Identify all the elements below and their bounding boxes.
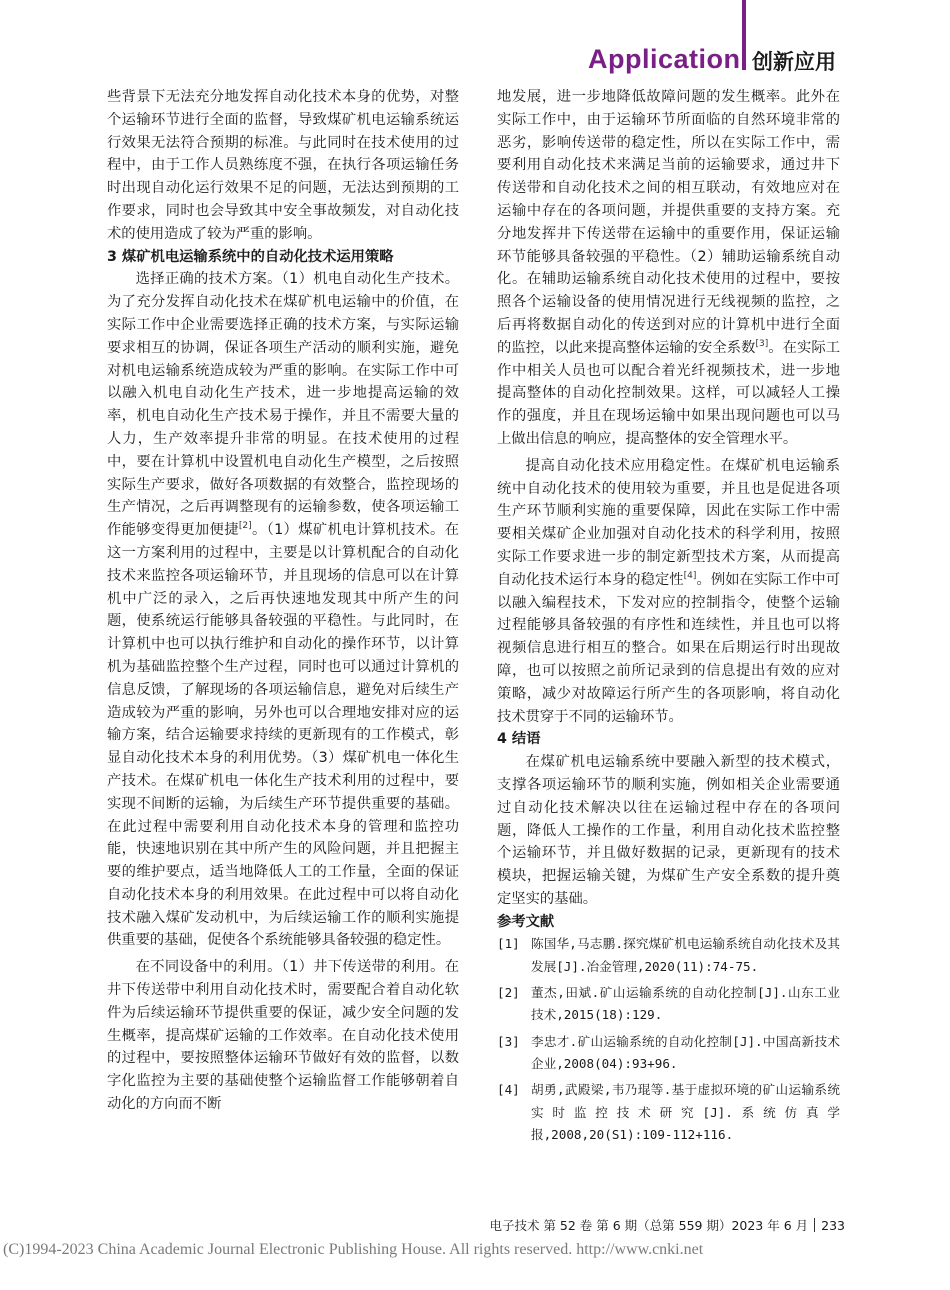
reference-item [497,982,840,1027]
reference-text: 董杰,田斌.矿山运输系统的自动化控制[J].山东工业技术,2015(18):129. [531,985,840,1023]
paragraph-text: 提高自动化技术应用稳定性。在煤矿机电运输系统中自动化技术的使用较为重要，并且也是促进各项生产环节顺利实施的重要保障，因此在实际工作中需要相关煤矿企业加强对自动化技术的科学利用，按照实际工作要求进一步的制定新型技术方案，从而提高自动化技术运行本身的稳定性 [497,457,840,588]
section-title-cn: 创新应用 [752,50,836,74]
reference-number: [4] [497,1082,520,1098]
paragraph-text: 。例如在实际工作中可以融入编程技术，下发对应的控制指令，使整个运输过程能够具备较强的有序性和连续性，并且也可以将视频信息进行相互的整合。如果在后期运行时出现故障，也可以按照之前所记录到的信息提出有效的应对策略，减少对故障运行所产生的各项影响，将自动化技术贯穿于不同的运输环节。 [497,571,841,725]
page-number: 233 [821,1218,845,1233]
left-column [107,86,459,1116]
paragraph: 些背景下无法充分地发挥自动化技术本身的优势，对整个运输环节进行全面的监督，导致煤矿机电运输系统运行效果无法符合预期的标准。与此同时在技术使用的过程中，由于工作人员熟练度不强，在执行各项运输任务时出现自动化运行效果不足的问题，无法达到预期的工作要求，同时也会导致其中安全事故频发，对自动化技术的使用造成了较为严重的影响。 [107,89,459,242]
reference-list [497,933,840,1146]
section-title-en: Application [588,44,741,74]
paragraph-text: 。在实际工作中相关人员也可以配合着光纤视频技术，进一步地提高整体的自动化控制效果。这样，可以减轻人工操作的强度，并且在现场运输中如果出现问题也可以马上做出信息的响应，提高整体的安全管理水平。 [497,339,841,447]
paragraph: 在煤矿机电运输系统中要融入新型的技术模式，支撑各项运输环节的顺利实施，例如相关企业需要通过自动化技术解决以往在运输过程中存在的各项问题，降低人工操作的工作量，利用自动化技术监控整个运输环节，并且做好数据的记录，更新现有的技术模块，把握运输关键，为煤矿生产安全系数的提升奠定坚实的基础。 [497,754,840,907]
journal-info: 电子技术 第 52 卷 第 6 期（总第 559 期）2023 年 6 月 [489,1218,809,1233]
reference-item [497,933,840,978]
journal-footer [489,1216,845,1234]
right-column [497,86,840,1150]
paragraph [497,86,840,451]
reference-text: 胡勇,武殿梁,韦乃琨等.基于虚拟环境的矿山运输系统实时监控技术研究[J].系统仿真学报,2008,20(S1):109-112+116. [531,1082,840,1142]
reference-item [497,1079,840,1146]
references-heading: 参考文献 [497,913,555,930]
paragraph: 在不同设备中的利用。（1）井下传送带的利用。在井下传送带中利用自动化技术时，需要配合着自动化软件为后续运输环节提供重要的保证，减少安全问题的发生概率，提高煤矿运输的工作效率。在自动化技术使用的过程中，要按照整体运输环节做好有效的监督，以数字化监控为主要的基础使整个运输监督工作能够朝着自动化的方向而不断 [107,959,459,1113]
paragraph [497,455,840,729]
section-heading-3: 3 煤矿机电运输系统中的自动化技术运用策略 [107,248,394,265]
reference-item [497,1031,840,1076]
paragraph-text: 选择正确的技术方案。（1）机电自动化生产技术。为了充分发挥自动化技术在煤矿机电运输中的价值，在实际工作中企业需要选择正确的技术方案，与实际运输要求相互的协调，保证各项生产活动的顺利实施，避免对机电运输系统造成较为严重的影响。在实际工作中可以融入机电自动化生产技术，进一步地提高运输的效率，机电自动化生产技术易于操作，并且不需要大量的人力，生产效率提升非常的明显。在技术使用的过程中，要在计算机中设置机电自动化生产模型，之后按照实际生产要求，做好各项数据的有效整合，监控现场的生产情况，之后再调整现有的运输参数，使各项运输工作能够变得更加便捷 [107,271,459,539]
copyright-line: (C)1994-2023 China Academic Journal Electronic Publishing House. All rights reserved. http://www.cnki.net [3,1241,704,1258]
section-heading-4: 4 结语 [497,731,541,748]
reference-number: [1] [497,936,520,952]
reference-number: [2] [497,985,520,1001]
paragraph [107,268,459,952]
citation-mark: [2] [238,521,252,532]
header-accent-bar [742,0,746,70]
reference-number: [3] [497,1033,520,1049]
paragraph-text: 。（1）煤矿机电计算机技术。在这一方案利用的过程中，主要是以计算机配合的自动化技术来监控各项运输环节，并且现场的信息可以在计算机中广泛的录入，之后再快速地发现其中所产生的问题，使系统运行能够具备较强的平稳性。与此同时，在计算机中也可以执行维护和自动化的操作环节，以计算机为基础监控整个生产过程，同时也可以通过计算机的信息反馈，了解现场的各项运输信息，避免对后续生产造成较为严重的影响，另外也可以合理地安排对应的运输方案，结合运输要求持续的更新现有的工作模式，彰显自动化技术本身的利用优势。（3）煤矿机电一体化生产技术。在煤矿机电一体化生产技术利用的过程中，要实现不间断的运输，为后续生产环节提供重要的基础。在此过程中需要利用自动化技术本身的管理和监控功能，快速地识别在其中所产生的风险问题，并且把握主要的维护要点，适当地降低人工的工作量，全面的保证自动化技术本身的利用效果。在此过程中可以将自动化技术融入煤矿发动机中，为后续运输工作的顺利实施提供重要的基础，促使各个系统能够具备较强的稳定性。 [107,522,460,949]
paragraph-text: 地发展，进一步地降低故障问题的发生概率。此外在实际工作中，由于运输环节所面临的自然环境非常的恶劣，影响传送带的稳定性，所以在实际工作中，需要利用自动化技术来满足当前的运输要求，通过井下传送带和自动化技术之间的相互联动，有效地应对在运输中存在的各项问题，并提供重要的支持方案。充分地发挥井下传送带在运输中的重要作用，保证运输环节能够具备较强的平稳性。（2）辅助运输系统自动化。在辅助运输系统自动化技术使用的过程中，要按照各个运输设备的使用情况进行无线视频的监控，之后再将数据自动化的传送到对应的计算机中进行全面的监控，以此来提高整体运输的安全系数 [497,89,840,356]
citation-mark: [3] [755,339,769,349]
citation-mark: [4] [683,570,697,581]
footer-divider [814,1218,815,1232]
reference-text: 李忠才.矿山运输系统的自动化控制[J].中国高新技术企业,2008(04):93+96. [531,1033,840,1071]
reference-text: 陈国华,马志鹏.探究煤矿机电运输系统自动化技术及其发展[J].冶金管理,2020(11):74-75. [531,936,840,974]
